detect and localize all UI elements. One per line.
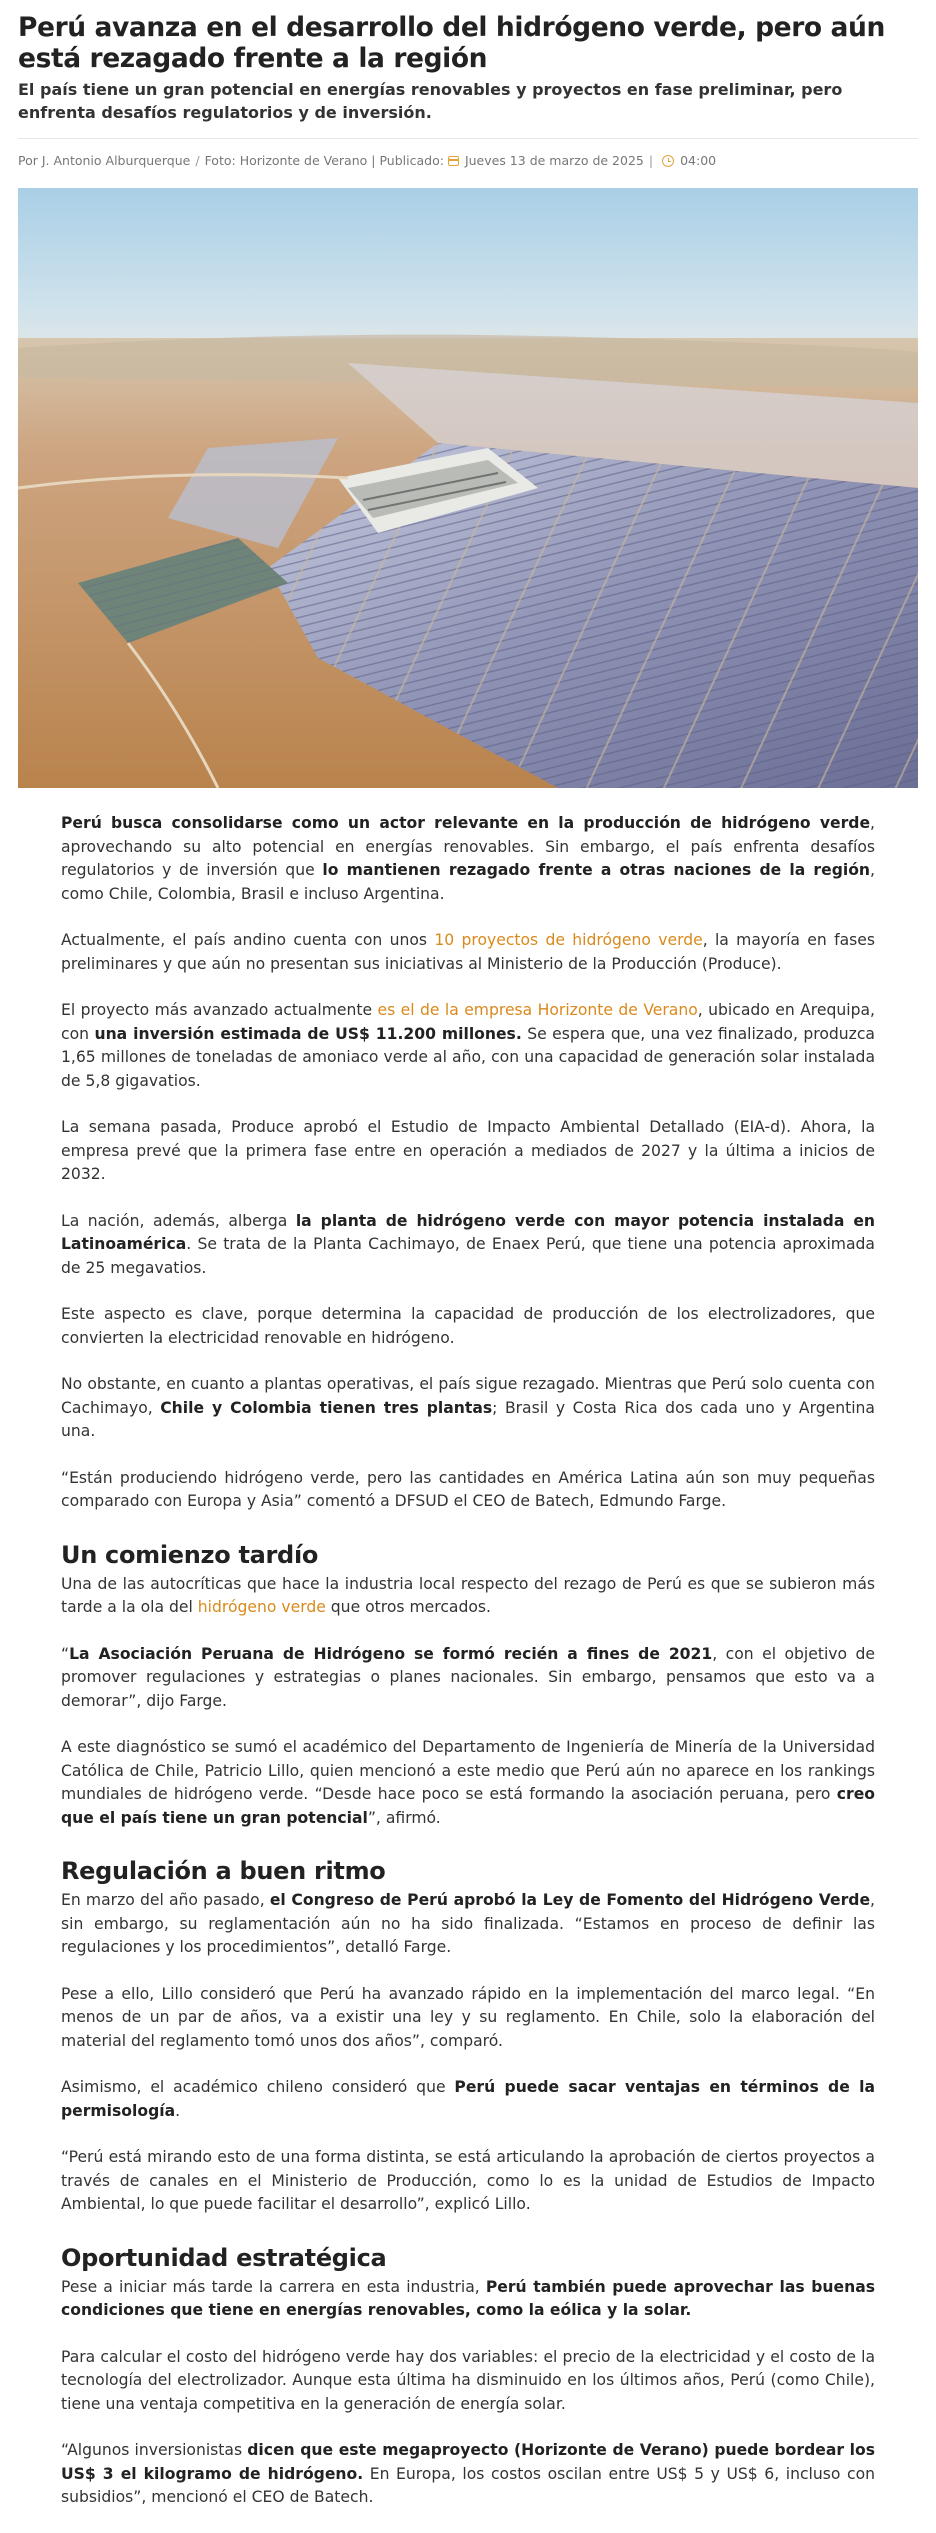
paragraph: “Perú está mirando esto de una forma distinta, se está articulando la aprobación de ciertos proyectos a través de canales en el Ministerio de Producción, como lo es la unidad de Estudios de Impacto Ambiental, lo que puede facilitar el desarrollo”, explicó Lillo.: [61, 2148, 875, 2213]
paragraph: Pese a iniciar más tarde la carrera en esta industria, Perú también puede aprovechar las buenas condiciones que tiene en energías renovables, como la eólica y la solar.: [61, 2277, 875, 2319]
published-label: | Publicado:: [371, 153, 444, 168]
link-hidrogeno-verde[interactable]: hidrógeno verde: [197, 1598, 326, 1616]
article-meta: [18, 152, 716, 170]
meta-separator: /: [195, 153, 200, 168]
photo-credit: Foto: Horizonte de Verano: [204, 153, 368, 168]
paragraph: La nación, además, alberga la planta de hidrógeno verde con mayor potencia instalada en Latinoamérica. Se trata de la Planta Cachimayo, de Enaex Perú, que tiene una potencia aproximada de 25 megavatios.: [61, 1211, 875, 1277]
publish-time: 04:00: [680, 153, 717, 168]
section-heading: Regulación a buen ritmo: [61, 1857, 386, 1885]
paragraph: “La Asociación Peruana de Hidrógeno se formó recién a fines de 2021, con el objetivo de promover regulaciones y estrategias o planes nacionales. Sin embargo, pensamos que esto va a demorar”, dijo Farge.: [61, 1644, 876, 1710]
paragraph: “Algunos inversionistas dicen que este megaproyecto (Horizonte de Verano) puede bordear los US$ 3 el kilogramo de hidrógeno. En Europa, los costos oscilan entre US$ 5 y US$ 6, incluso con subsidios”, mencionó el CEO de Batech.: [61, 2441, 875, 2506]
link-horizonte-de-verano[interactable]: es el de la empresa Horizonte de Verano: [377, 1001, 698, 1019]
publish-date: Jueves 13 de marzo de 2025: [464, 153, 644, 168]
time-separator: |: [648, 153, 654, 168]
byline: Por J. Antonio Alburquerque: [18, 153, 191, 168]
calendar-icon: [448, 156, 459, 166]
section-heading: Un comienzo tardío: [61, 1540, 319, 1569]
article-body: [61, 812, 875, 2533]
article-subtitle: El país tiene un gran potencial en energías renovables y proyectos en fase preliminar, pero enfrenta desafíos regulatorios y de inversión.: [18, 80, 843, 122]
paragraph: Pese a ello, Lillo consideró que Perú ha avanzado rápido en la implementación del marco legal. “En menos de un par de años, va a existir una ley y su reglamento. En Chile, solo la elaboración del material del reglamento tomó unos dos años”, comparó.: [61, 1984, 875, 2050]
paragraph: En marzo del año pasado, el Congreso de Perú aprobó la Ley de Fomento del Hidrógeno Verde, sin embargo, su reglamentación aún no ha sido finalizada. “Estamos en proceso de definir las regulaciones y los procedimientos”, detalló Farge.: [61, 1891, 875, 1956]
header-divider: [18, 138, 918, 139]
article-title: Perú avanza en el desarrollo del hidrógeno verde, pero aún está rezagado frente a la región: [18, 12, 885, 74]
paragraph: El proyecto más avanzado actualmente es el de la empresa Horizonte de Verano, ubicado en Arequipa, con una inversión estimada de US$ 11.200 millones. Se espera que, una vez finalizado, produzca 1,65 millones de toneladas de amoniaco verde al año, con una capacidad de generación solar instalada de 5,8 gigavatios.: [61, 1001, 875, 1090]
paragraph: A este diagnóstico se sumó el académico del Departamento de Ingeniería de Minería de la Universidad Católica de Chile, Patricio Lillo, quien mencionó a este medio que Perú aún no aparece en los rankings mundiales de hidrógeno verde. “Desde hace poco se está formando la asociación peruana, pero creo que el país tiene un gran potencial”, afirmó.: [61, 1738, 875, 1827]
paragraph: La semana pasada, Produce aprobó el Estudio de Impacto Ambiental Detallado (EIA-d). Ahora, la empresa prevé que la primera fase entre en operación a mediados de 2027 y la última a inicios de 2032.: [61, 1118, 875, 1183]
paragraph: Una de las autocríticas que hace la industria local respecto del rezago de Perú es que se subieron más tarde a la ola del hidrógeno verde que otros mercados.: [61, 1574, 875, 1616]
solar-plant-aerial-illustration: [18, 188, 918, 788]
paragraph: Para calcular el costo del hidrógeno verde hay dos variables: el precio de la electricidad y el costo de la tecnología del electrolizador. Aunque esta última ha disminuido en los últimos años, Perú (como Chile), tiene una ventaja competitiva en la generación de energía solar.: [61, 2347, 875, 2413]
paragraph: No obstante, en cuanto a plantas operativas, el país sigue rezagado. Mientras que Perú solo cuenta con Cachimayo, Chile y Colombia tienen tres plantas; Brasil y Costa Rica dos cada uno y Argentina una.: [61, 1375, 875, 1440]
link-10-proyectos[interactable]: 10 proyectos de hidrógeno verde: [434, 931, 703, 949]
clock-icon: [662, 155, 674, 167]
paragraph: Perú busca consolidarse como un actor relevante en la producción de hidrógeno verde, aprovechando su alto potencial en energías renovables. Sin embargo, el país enfrenta desafíos regulatorios y de inversión que lo mantienen rezagado frente a otras naciones de la región, como Chile, Colombia, Brasil e incluso Argentina.: [61, 814, 875, 903]
paragraph: Este aspecto es clave, porque determina la capacidad de producción de los electrolizadores, que convierten la electricidad renovable en hidrógeno.: [61, 1305, 875, 1347]
section-heading: Oportunidad estratégica: [61, 2243, 387, 2272]
hero-image: [18, 188, 918, 788]
paragraph: Asimismo, el académico chileno consideró que Perú puede sacar ventajas en términos de la permisología.: [61, 2078, 875, 2120]
paragraph: “Están produciendo hidrógeno verde, pero las cantidades en América Latina aún son muy pequeñas comparado con Europa y Asia” comentó a DFSUD el CEO de Batech, Edmundo Farge.: [61, 1468, 875, 1510]
paragraph: Actualmente, el país andino cuenta con unos 10 proyectos de hidrógeno verde, la mayoría en fases preliminares y que aún no presentan sus iniciativas al Ministerio de la Producción (Produce).: [61, 931, 875, 973]
